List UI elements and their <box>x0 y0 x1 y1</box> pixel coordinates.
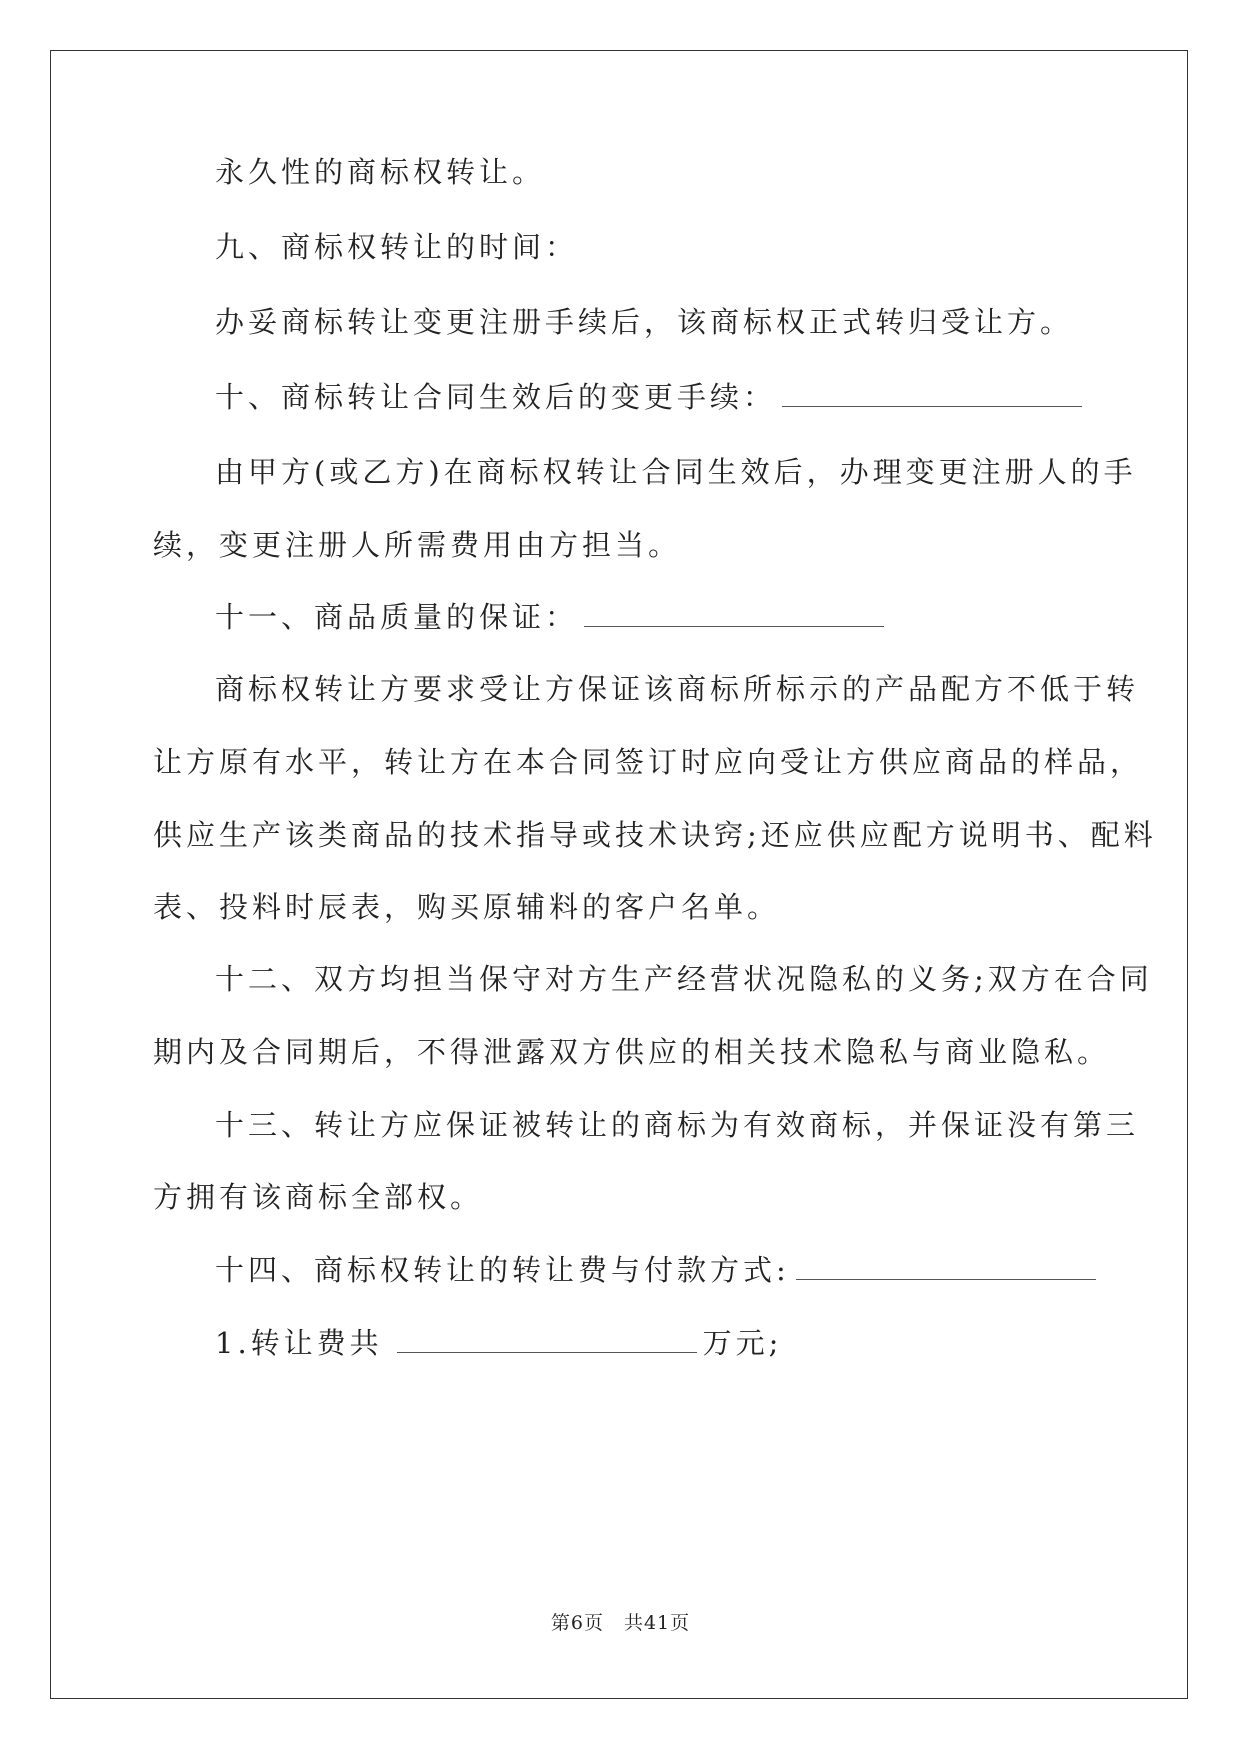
paragraph-line: 表、投料时辰表，购买原辅料的客户名单。 <box>153 890 781 924</box>
paragraph-line: 供应生产该类商品的技术指导或技术诀窍;还应供应配方说明书、配料 <box>153 818 1157 852</box>
heading-text: 十四、商标权转让的转让费与付款方式: <box>215 1253 790 1287</box>
page-border <box>50 50 1188 1699</box>
blank-line <box>796 1275 1096 1280</box>
paragraph-line: 方拥有该商标全部权。 <box>153 1180 484 1214</box>
heading-text: 十一、商品质量的保证： <box>215 600 579 634</box>
section-heading-10 <box>215 380 1088 414</box>
page-number-footer: 第6页 共41页 <box>550 1612 691 1634</box>
paragraph-line: 期内及合同期后，不得泄露双方供应的相关技术隐私与商业隐私。 <box>153 1035 1111 1069</box>
blank-line <box>782 402 1082 407</box>
fee-line <box>215 1326 782 1360</box>
section-heading-14 <box>215 1253 1102 1287</box>
heading-text: 十、商标转让合同生效后的变更手续： <box>215 380 777 414</box>
section-heading-13: 十三、转让方应保证被转让的商标为有效商标，并保证没有第三 <box>215 1108 1140 1142</box>
fee-suffix: 万元; <box>702 1326 783 1360</box>
paragraph-line: 商标权转让方要求受让方保证该商标所标示的产品配方不低于转 <box>215 672 1140 706</box>
section-heading-11 <box>215 600 890 634</box>
paragraph-line: 让方原有水平，转让方在本合同签订时应向受让方供应商品的样品， <box>153 745 1144 779</box>
section-heading-9: 九、商标权转让的时间： <box>215 230 579 264</box>
paragraph-line: 续，变更注册人所需费用由方担当。 <box>153 528 682 562</box>
section-heading-12: 十二、双方均担当保守对方生产经营状况隐私的义务;双方在合同 <box>215 962 1153 996</box>
fee-prefix: 1.转让费共 <box>215 1326 383 1360</box>
blank-line <box>584 622 884 627</box>
blank-line <box>397 1348 697 1353</box>
paragraph-line: 由甲方(或乙方)在商标权转让合同生效后，办理变更注册人的手 <box>215 455 1137 489</box>
paragraph-line: 永久性的商标权转让。 <box>215 155 546 189</box>
paragraph-line: 办妥商标转让变更注册手续后，该商标权正式转归受让方。 <box>215 305 1074 339</box>
